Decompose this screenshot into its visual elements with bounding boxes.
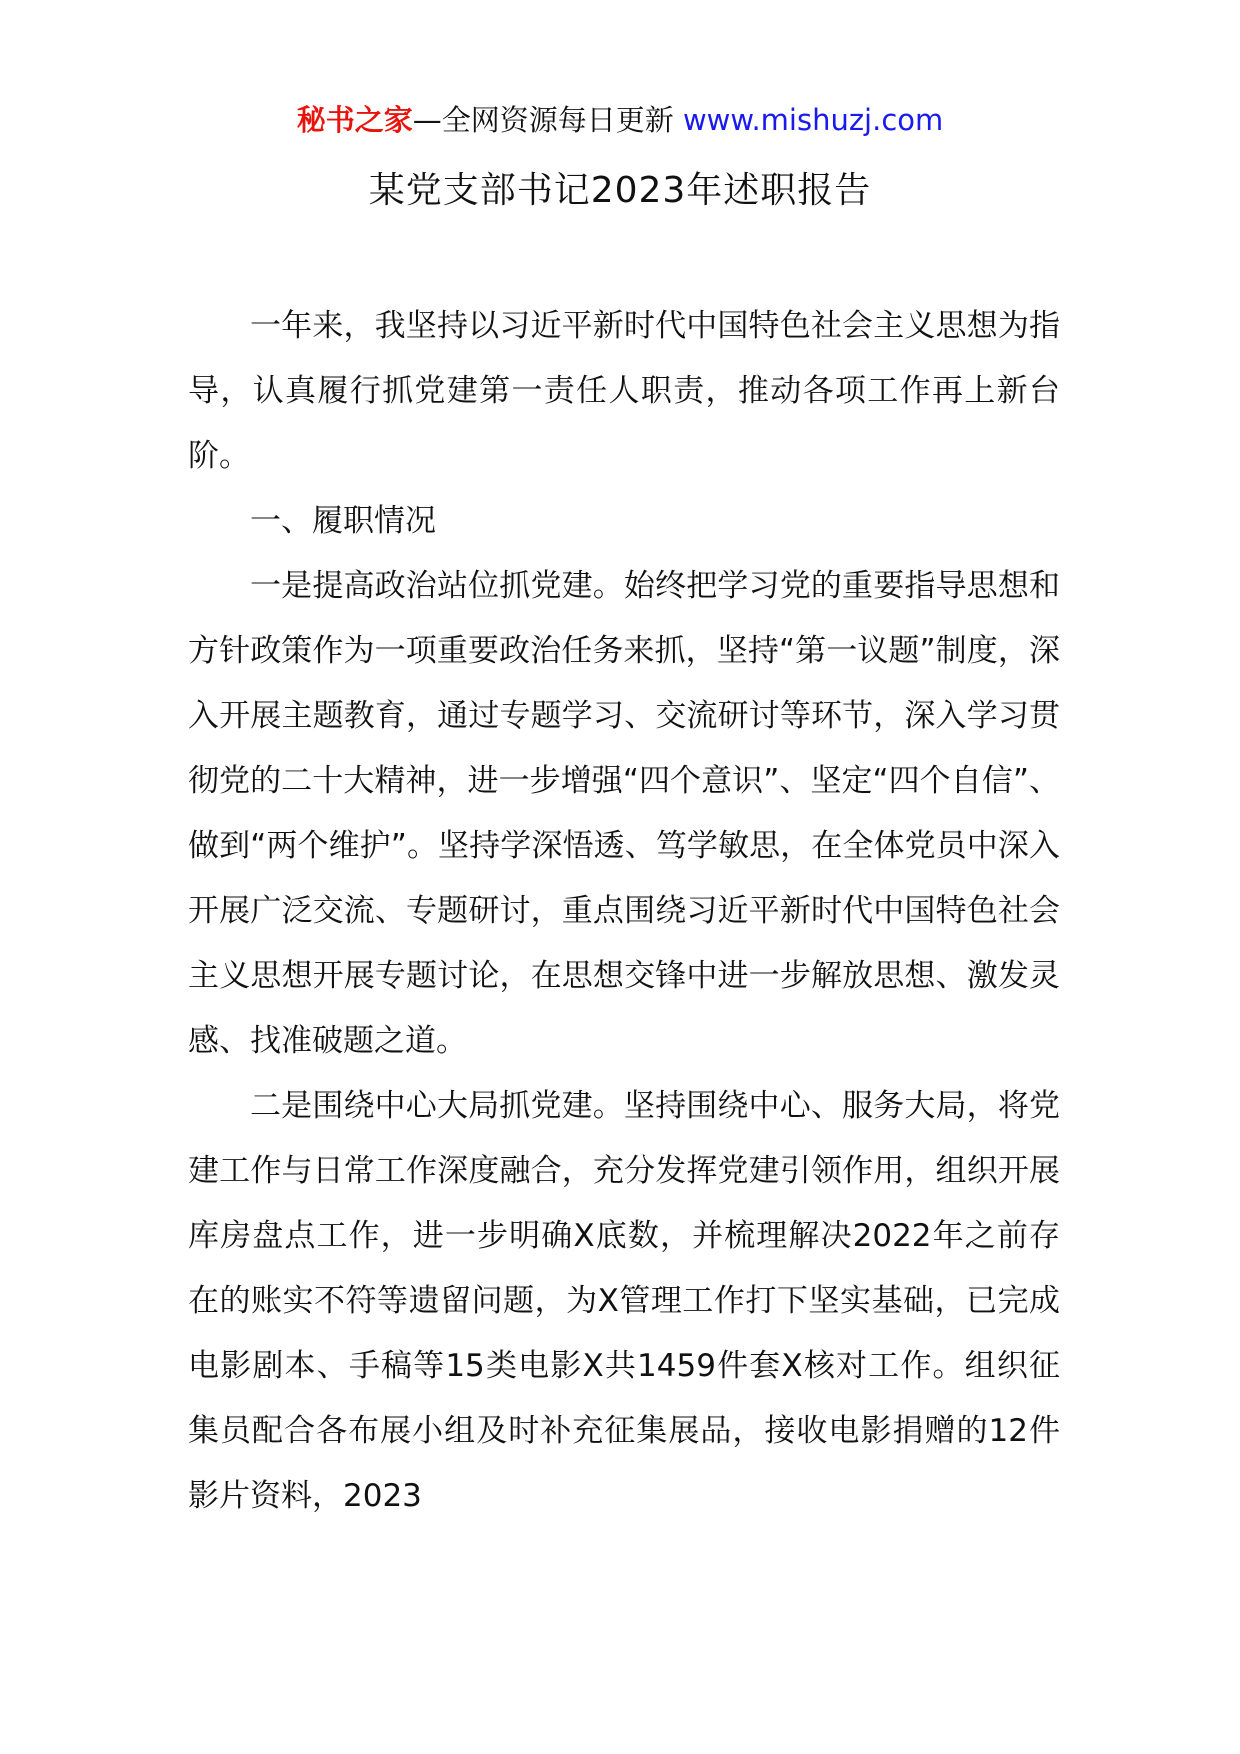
header-tagline: —全网资源每日更新 <box>412 103 674 137</box>
brand-name: 秘书之家 <box>296 103 413 137</box>
document-body <box>188 294 1060 1529</box>
paragraph-political-stance: 一是提高政治站位抓党建。始终把学习党的重要指导思想和方针政策作为一项重要政治任务来抓，坚持“第一议题”制度，深入开展主题教育，通过专题学习、交流研讨等环节，深入学习贯彻党的二十大精神，进一步增强“四个意识”、坚定“四个自信”、做到“两个维护”。坚持学深悟透、笃学敏思，在全体党员中深入开展广泛交流、专题研讨，重点围绕习近平新时代中国特色社会主义思想开展专题讨论，在思想交锋中进一步解放思想、激发灵感、找准破题之道。 <box>188 568 1060 1059</box>
site-url[interactable]: www.mishuzj.com <box>682 103 944 137</box>
paragraph-intro: 一年来，我坚持以习近平新时代中国特色社会主义思想为指导，认真履行抓党建第一责任人职责，推动各项工作再上新台阶。 <box>188 308 1060 474</box>
watermark-header <box>0 100 1240 140</box>
paragraph-central-work: 二是围绕中心大局抓党建。坚持围绕中心、服务大局，将党建工作与日常工作深度融合，充分发挥党建引领作用，组织开展库房盘点工作，进一步明确X底数，并梳理解决2022年之前存在的账实不符等遗留问题，为X管理工作打下坚实基础，已完成电影剧本、手稿等15类电影X共1459件套X核对工作。组织征集员配合各布展小组及时补充征集展品，接收电影捐赠的12件影片资料，2023 <box>188 1088 1060 1514</box>
section-heading: 一、履职情况 <box>250 503 436 539</box>
document-title: 某党支部书记2023年述职报告 <box>368 170 872 211</box>
